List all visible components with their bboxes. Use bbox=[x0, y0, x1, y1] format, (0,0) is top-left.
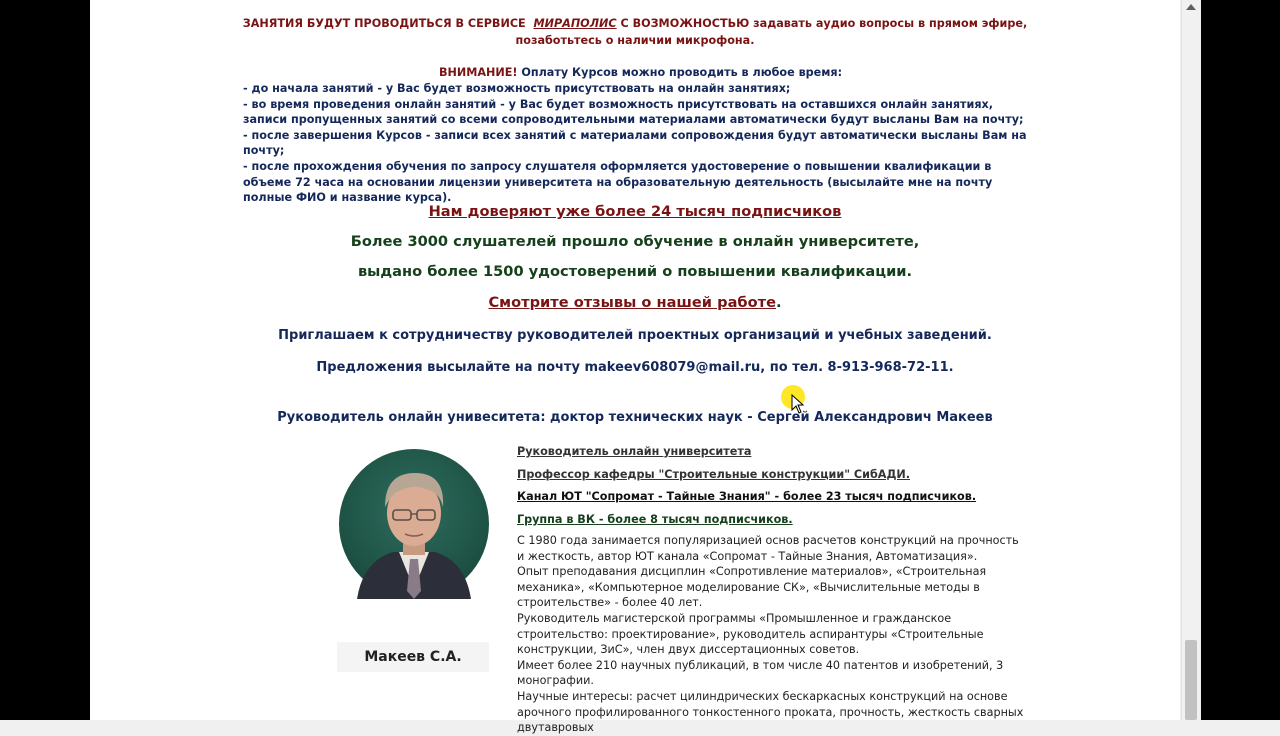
contact-line: Предложения высылайте на почту makeev608079@mail.ru, по тел. 8-913-968-72-11. bbox=[316, 360, 954, 375]
university-head-link[interactable]: Руководитель онлайн университета bbox=[517, 445, 752, 458]
left-gutter bbox=[0, 0, 90, 720]
reviews-line bbox=[90, 294, 1180, 311]
attention-item: - до начала занятий - у Вас будет возможность присутствовать на онлайн занятиях; bbox=[243, 82, 791, 95]
attention-item: - после завершения Курсов - записи всех занятий с материалами сопровождения будут автоматически высланы Вам на почту; bbox=[243, 128, 1027, 158]
students-line: Более 3000 слушателей прошло обучение в онлайн университете, bbox=[350, 233, 920, 250]
attention-block bbox=[243, 65, 1033, 206]
bio-paragraph: Опыт преподавания дисциплин «Сопротивление материалов», «Строительная механика», «Компьютерное моделирование СК», «Вычислительные методы в строительстве» - более 40 лет. bbox=[517, 565, 987, 610]
person-links bbox=[517, 444, 1037, 534]
certificates-line: выдано более 1500 удостоверений о повышении квалификации. bbox=[357, 263, 913, 280]
bio-paragraph: С 1980 года занимается популяризацией основ расчетов конструкций на прочность и жесткость, автор ЮТ канала «Сопромат - Тайные Знания, Автоматизация». bbox=[517, 534, 1019, 563]
person-bio bbox=[517, 533, 1025, 736]
service-notice-line1 bbox=[90, 16, 1180, 32]
service-notice-text: ЗАНЯТИЯ БУДУТ ПРОВОДИТЬСЯ В СЕРВИСЕ bbox=[242, 17, 526, 30]
service-link[interactable]: МИРАПОЛИС bbox=[533, 17, 617, 30]
attention-word: ВНИМАНИЕ! bbox=[438, 66, 518, 79]
bio-paragraph: Руководитель магистерской программы «Промышленное и гражданское строительство: проектирование», руководитель аспирантуры «Строительные конструкции, ЗиС», член двух диссертационных советов. bbox=[517, 611, 984, 657]
youtube-channel-link[interactable]: Канал ЮТ "Сопромат - Тайные Знания" - более 23 тысяч подписчиков. bbox=[517, 490, 977, 504]
professor-link[interactable]: Профессор кафедры "Строительные конструкции" СибАДИ. bbox=[517, 467, 911, 481]
bio-paragraph: Научные интересы: расчет цилиндрических бескаркасных конструкций на основе арочного профилированного тонкостенного проката, прочность, жесткость сварных двутавровых bbox=[517, 689, 1024, 735]
service-notice-text-b: С ВОЗМОЖНОСТЬЮ задавать аудио вопросы в прямом эфире, bbox=[620, 17, 1028, 30]
portrait-graphic bbox=[339, 449, 489, 599]
vertical-scrollbar[interactable] bbox=[1181, 0, 1201, 720]
avatar bbox=[339, 449, 489, 599]
attention-title-text: Оплату Курсов можно проводить в любое время: bbox=[521, 66, 843, 79]
scroll-up-arrow-icon[interactable] bbox=[1186, 4, 1196, 10]
reviews-link[interactable]: Смотрите отзывы о нашей работе bbox=[488, 294, 776, 311]
vk-group-link[interactable]: Группа в ВК - более 8 тысяч подписчиков. bbox=[517, 512, 793, 526]
attention-item: - после прохождения обучения по запросу слушателя оформляется удостоверение о повышении квалификации в объеме 72 часа на основании лицензии университета на образовательную деятельность (высылайте мне на почту полные ФИО и название курса). bbox=[243, 159, 993, 205]
attention-list bbox=[243, 81, 1033, 206]
person-name: Макеев С.А. bbox=[337, 642, 489, 672]
attention-title bbox=[243, 65, 1033, 81]
reviews-dot: . bbox=[775, 294, 782, 311]
web-page bbox=[90, 0, 1180, 735]
head-line: Руководитель онлайн унивеситета: доктор технических наук - Сергей Александрович Макеев bbox=[277, 410, 993, 425]
bio-paragraph: Имеет более 210 научных публикаций, в том числе 40 патентов и изобретений, 3 монографии. bbox=[517, 658, 1004, 688]
scroll-thumb[interactable] bbox=[1185, 640, 1197, 720]
right-gutter bbox=[1201, 0, 1280, 720]
trust-heading: Нам доверяют уже более 24 тысяч подписчиков bbox=[428, 203, 842, 220]
service-notice-line2: позаботьтесь о наличии микрофона. bbox=[515, 34, 755, 47]
mouse-cursor-icon bbox=[791, 394, 805, 414]
attention-item: - во время проведения онлайн занятий - у Вас будет возможность присутствовать на оставшихся онлайн занятиях, записи пропущенных занятий со всеми сопроводительными материалами автоматически будут высланы Вам на почту; bbox=[243, 97, 1024, 127]
invite-line: Приглашаем к сотрудничеству руководителей проектных организаций и учебных заведений. bbox=[278, 328, 992, 343]
